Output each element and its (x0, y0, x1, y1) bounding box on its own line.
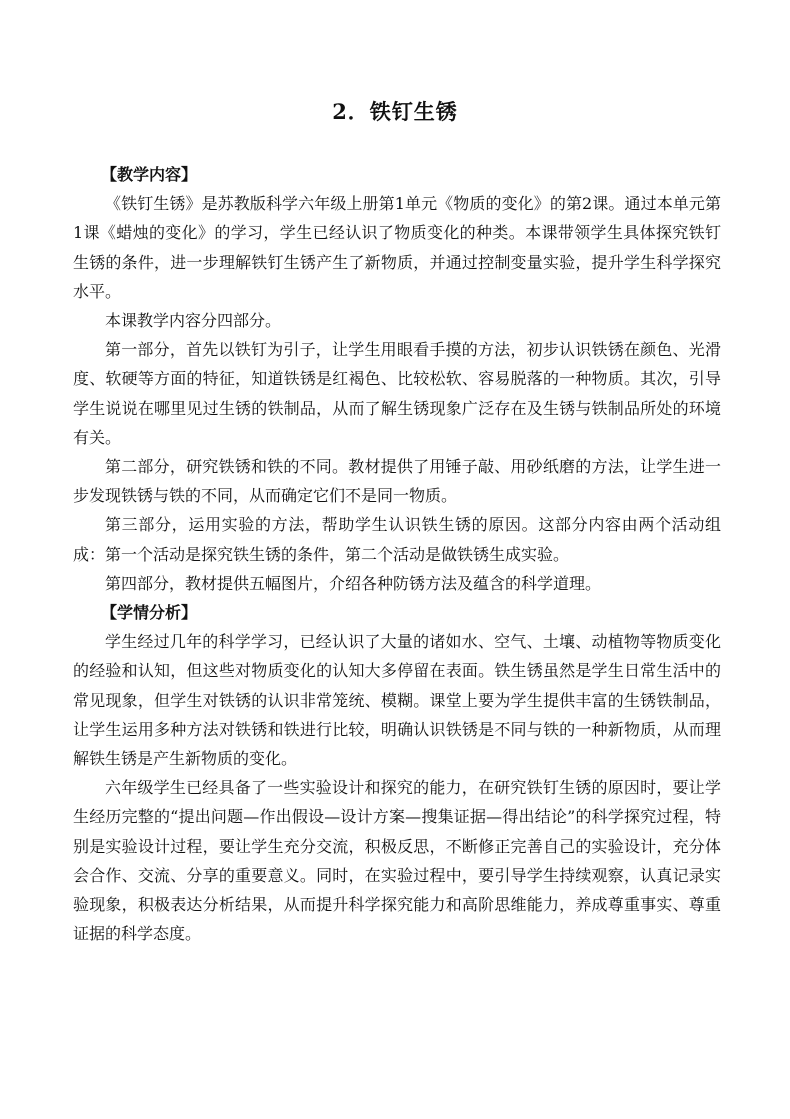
paragraph: 第三部分，运用实验的方法，帮助学生认识铁生锈的原因。这部分内容由两个活动组成：第一个活动是探究铁生锈的条件，第二个活动是做铁锈生成实验。 (73, 515, 721, 564)
section-heading-teaching-content: 【教学内容】 (101, 165, 198, 184)
paragraph: 学生经过几年的科学学习，已经认识了大量的诸如水、空气、土壤、动植物等物质变化的经验和认知，但这些对物质变化的认知大多停留在表面。铁生锈虽然是学生日常生活中的常见现象，但学生对铁锈的认识非常笼统、模糊。课堂上要为学生提供丰富的生锈铁制品，让学生运用多种方法对铁锈和铁进行比较，明确认识铁锈是不同与铁的一种新物质，从而理解铁生锈是产生新物质的变化。 (73, 632, 721, 769)
paragraph: 六年级学生已经具备了一些实验设计和探究的能力，在研究铁钉生锈的原因时，要让学生经历完整的“提出问题—作出假设—设计方案—搜集证据—得出结论”的科学探究过程，特别是实验设计过程，要让学生充分交流，积极反思，不断修正完善自己的实验设计，充分体会合作、交流、分享的重要意义。同时，在实验过程中，要引导学生持续观察，认真记录实验现象，积极表达分析结果，从而提升科学探究能力和高阶思维能力，养成尊重事实、尊重证据的科学态度。 (73, 778, 721, 944)
paragraph: 第四部分，教材提供五幅图片，介绍各种防锈方法及蕴含的科学道理。 (105, 573, 602, 593)
document-body (73, 160, 721, 948)
paragraph: 第二部分，研究铁锈和铁的不同。教材提供了用锤子敲、用砂纸磨的方法，让学生进一步发现铁锈与铁的不同，从而确定它们不是同一物质。 (73, 457, 721, 506)
paragraph: 本课教学内容分四部分。 (105, 311, 282, 331)
paragraph: 《铁钉生锈》是苏教版科学六年级上册第1单元《物质的变化》的第2课。通过本单元第1课《蜡烛的变化》的学习，学生已经认识了物质变化的种类。本课带领学生具体探究铁钉生锈的条件，进一步理解铁钉生锈产生了新物质，并通过控制变量实验，提升学生科学探究水平。 (73, 194, 721, 301)
paragraph: 第一部分，首先以铁钉为引子，让学生用眼看手摸的方法，初步认识铁锈在颜色、光滑度、软硬等方面的特征，知道铁锈是红褐色、比较松软、容易脱落的一种物质。其次，引导学生说说在哪里见过生锈的铁制品，从而了解生锈现象广泛存在及生锈与铁制品所处的环境有关。 (73, 340, 721, 447)
section-heading-student-analysis: 【学情分析】 (101, 603, 198, 623)
document-title: 2．铁钉生锈 (332, 99, 458, 124)
